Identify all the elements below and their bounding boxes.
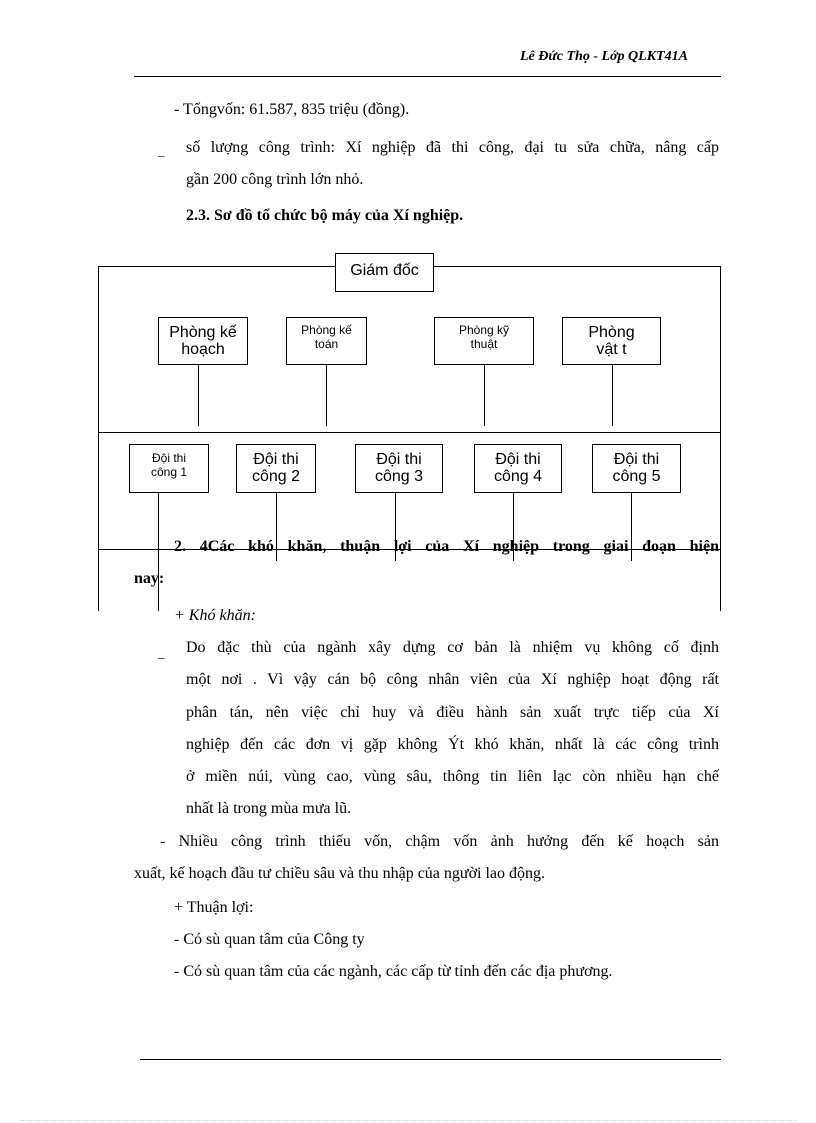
- projects-line-2: gần 200 công trình lớn nhỏ.: [186, 171, 364, 188]
- team-label: Đội thi công 1: [150, 451, 188, 479]
- difficulty-line: nhất là trong mùa mưa lũ.: [186, 800, 352, 817]
- department-label: Phòng kỹ thuật: [458, 323, 510, 351]
- advantage-line: - Có sù quan tâm của Công ty: [174, 931, 365, 948]
- capital-issue-line: - Nhiều công trình thiếu vốn, chậm vốn ảnh hưởng đến kế hoạch sản: [160, 833, 719, 850]
- team-box: [355, 444, 443, 493]
- advantage-line: - Có sù quan tâm của các ngành, các cấp từ tỉnh đến các địa phương.: [174, 963, 613, 980]
- team-label: Đội thi công 2: [251, 451, 301, 485]
- frame-right: [720, 266, 721, 611]
- bullet-dash: _: [158, 645, 165, 660]
- connector-line: [612, 365, 613, 426]
- section-2-4-heading: 2. 4Các khó khăn, thuận lợi của Xí nghiệp trong giai đoạn hiện: [174, 538, 719, 555]
- section-2-4-heading-cont: nay:: [134, 570, 165, 587]
- projects-line-1: số lượng công trình: Xí nghiệp đã thi công, đại tu sửa chữa, nâng cấp: [186, 139, 719, 156]
- department-box: [562, 317, 661, 365]
- connector-line: [326, 365, 327, 426]
- team-box: [474, 444, 562, 493]
- team-label: Đội thi công 4: [493, 451, 543, 485]
- connector-line: [158, 493, 159, 611]
- frame-top-left: [98, 266, 335, 267]
- team-box: [236, 444, 316, 493]
- capital-line: - Tổngvốn: 61.587, 835 triệu (đồng).: [174, 101, 410, 118]
- page-header: Lê Đức Thọ - Lớp QLKT41A: [520, 49, 688, 64]
- frame-middle: [98, 432, 721, 433]
- frame-left: [98, 266, 99, 611]
- footer-rule: [140, 1059, 721, 1060]
- director-box: [335, 253, 434, 292]
- page-edge: [20, 1120, 796, 1121]
- section-2-3-heading: 2.3. Sơ đồ tổ chức bộ máy của Xí nghiệp.: [186, 207, 464, 224]
- difficulty-line: một nơi . Vì vậy cán bộ công nhân viên của Xí nghiệp hoạt động rất: [186, 671, 719, 688]
- department-label: Phòng kế toán: [301, 323, 352, 351]
- bullet-dash: _: [158, 143, 165, 158]
- advantage-heading: + Thuận lợi:: [174, 899, 254, 916]
- team-label: Đội thi công 5: [612, 451, 661, 485]
- difficulty-heading: + Khó khăn:: [174, 607, 256, 624]
- frame-top-right: [434, 266, 721, 267]
- difficulty-line: phân tán, nên việc chỉ huy và điều hành sản xuất trực tiếp của Xí: [186, 704, 719, 721]
- connector-line: [198, 365, 199, 426]
- team-label: Đội thi công 3: [374, 451, 424, 485]
- difficulty-line: Do đặc thù của ngành xây dựng cơ bản là nhiệm vụ không cố định: [186, 639, 719, 656]
- difficulty-line: nghiệp đến các đơn vị gặp không Ýt khó khăn, nhất là các công trình: [186, 736, 719, 753]
- director-label: Giám đốc: [350, 262, 419, 279]
- difficulty-line: ở miền núi, vùng cao, vùng sâu, thông tin liên lạc còn nhiều hạn chế: [186, 768, 719, 785]
- connector-line: [484, 365, 485, 426]
- department-label: Phòng vật t: [588, 324, 635, 358]
- team-box: [129, 444, 209, 493]
- department-box: [434, 317, 534, 365]
- department-box: [286, 317, 367, 365]
- department-box: [158, 317, 248, 365]
- header-rule: [134, 76, 721, 77]
- department-label: Phòng kế hoạch: [169, 324, 237, 358]
- capital-issue-line: xuất, kế hoạch đầu tư chiều sâu và thu nhập của người lao động.: [134, 865, 546, 882]
- team-box: [592, 444, 681, 493]
